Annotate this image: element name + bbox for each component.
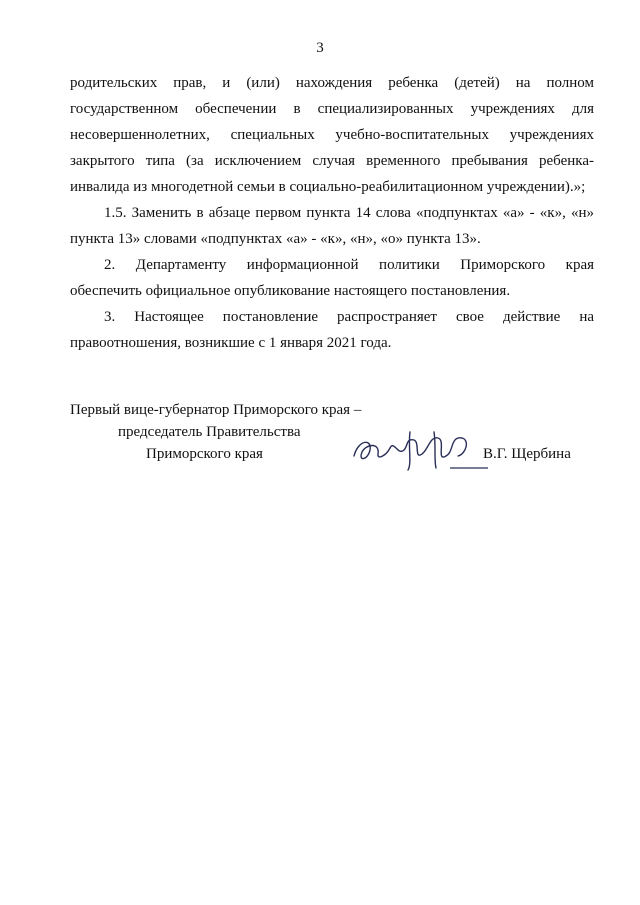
handwritten-signature bbox=[350, 426, 490, 472]
text-line: правоотношения, возникшие с 1 января 2021 года. bbox=[70, 335, 392, 351]
text-line: государственном обеспечении в специализированных учреждениях для bbox=[70, 101, 594, 117]
signatory-name: В.Г. Щербина bbox=[483, 446, 571, 462]
document-body bbox=[70, 70, 594, 356]
text-line: 3. Настоящее постановление распространяет свое действие на bbox=[104, 309, 594, 325]
page-number: 3 bbox=[316, 40, 324, 56]
signatory-position-line-1: Первый вице-губернатор Приморского края – bbox=[70, 402, 362, 418]
text-line: пункта 13» словами «подпунктах «а» - «к», «н», «о» пункта 13». bbox=[70, 231, 481, 247]
text-line: инвалида из многодетной семьи в социально-реабилитационном учреждении).»; bbox=[70, 179, 586, 195]
signatory-position-line-3: Приморского края bbox=[146, 446, 263, 462]
signature-block bbox=[70, 402, 610, 492]
text-line: 2. Департаменту информационной политики Приморского края bbox=[104, 257, 594, 273]
text-line: 1.5. Заменить в абзаце первом пункта 14 слова «подпунктах «а» - «к», «н» bbox=[104, 205, 594, 221]
signatory-position-line-2: председатель Правительства bbox=[118, 424, 301, 440]
text-line: закрытого типа (за исключением случая временного пребывания ребенка- bbox=[70, 153, 594, 169]
text-line: несовершеннолетних, специальных учебно-воспитательных учреждениях bbox=[70, 127, 594, 143]
text-line: родительских прав, и (или) нахождения ребенка (детей) на полном bbox=[70, 75, 594, 91]
text-line: обеспечить официальное опубликование настоящего постановления. bbox=[70, 283, 511, 299]
